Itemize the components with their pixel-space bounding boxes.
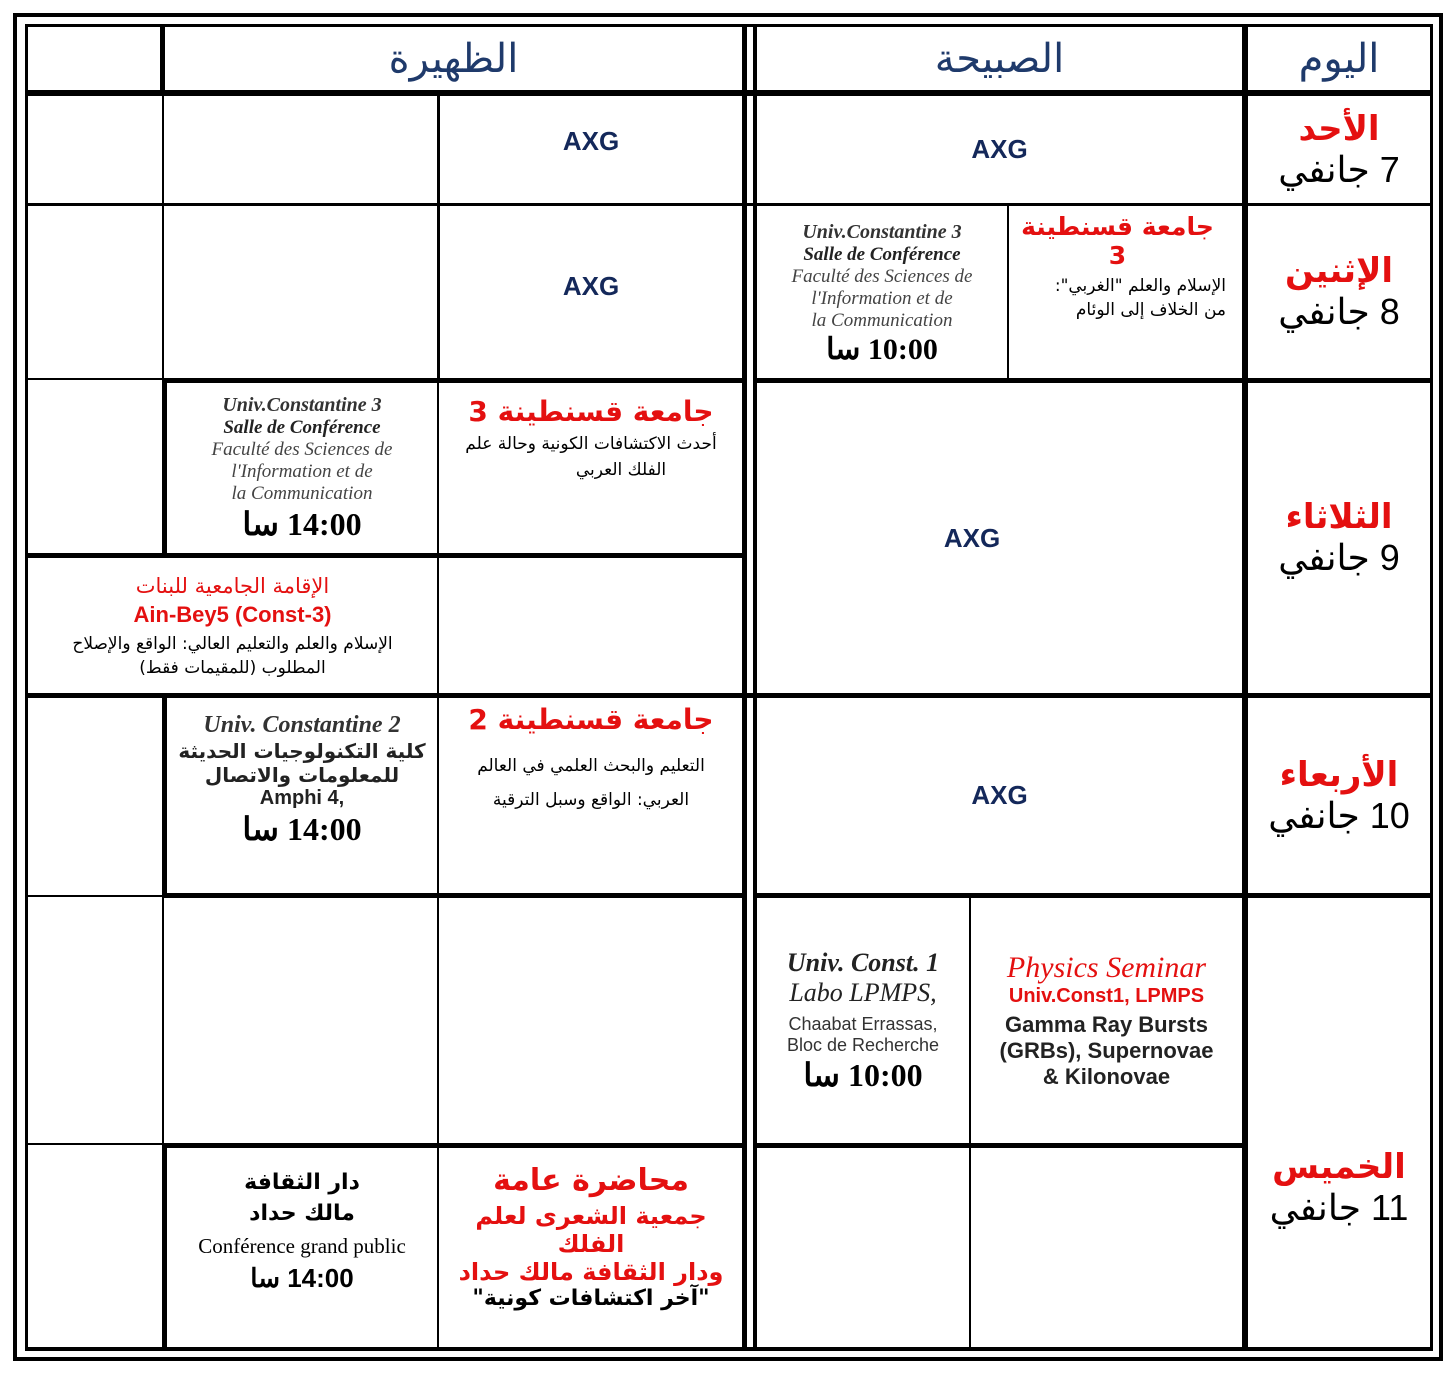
day-date: 9 جانفي — [1278, 537, 1400, 578]
seminar-topic: & Kilonovae — [1042, 1064, 1171, 1089]
divider — [1430, 24, 1433, 1351]
venue-place: دار الثقافة — [244, 1170, 360, 1195]
divider — [162, 893, 745, 898]
venue-faculty: للمعلومات والاتصال — [204, 763, 400, 787]
event-place: Ain-Bey5 (Const-3) — [133, 601, 332, 627]
event-topic: الفلك العربي — [575, 460, 667, 480]
event-time: 10:00 سا — [803, 1056, 923, 1093]
axg-label: AXG — [562, 270, 620, 301]
venue-room: Amphi 4, — [259, 787, 345, 809]
venue-faculty: l'Information et de — [231, 460, 373, 482]
day-date: 11 جانفي — [1269, 1186, 1409, 1228]
venue-room: Salle de Conférence — [223, 416, 381, 438]
day-thursday — [1248, 898, 1430, 1347]
venue-type: Conférence grand public — [198, 1234, 406, 1258]
venue-univ: Univ.Constantine 3 — [222, 393, 382, 416]
event-time: 14:00 سا — [250, 1263, 354, 1293]
thu-afternoon-arabic — [440, 1163, 742, 1338]
wed-afternoon-venue — [167, 712, 437, 882]
mon-morning-arabic — [1009, 212, 1242, 332]
divider — [25, 1143, 162, 1145]
divider — [742, 24, 747, 1349]
event-title: جامعة قسنطينة 3 — [468, 395, 714, 428]
axg-label: AXG — [943, 522, 1001, 553]
venue-lab: Labo LPMPS, — [789, 977, 937, 1007]
event-time: 14:00 سا — [242, 505, 362, 542]
event-topic: "آخر اكتشافات كونية" — [472, 1286, 710, 1311]
venue-address: Chaabat Errassas, — [788, 1013, 938, 1034]
thu-morning-venue — [757, 898, 969, 1143]
header-afternoon — [165, 27, 742, 90]
divider — [437, 380, 439, 1347]
event-topic: من الخلاف إلى الوئام — [1075, 300, 1226, 320]
day-name: الأربعاء — [1279, 754, 1399, 795]
day-tuesday — [1248, 383, 1430, 693]
event-topic: المطلوب (للمقيمات فقط) — [139, 657, 326, 678]
thu-morning-seminar — [971, 898, 1242, 1143]
venue-faculty: la Communication — [811, 310, 953, 331]
axg-label: AXG — [562, 125, 620, 156]
venue-place: مالك حداد — [249, 1201, 355, 1226]
day-monday — [1248, 206, 1430, 378]
venue-faculty: كلية التكنولوجيات الحديثة — [178, 739, 426, 763]
venue-univ: Univ. Constantine 2 — [203, 712, 401, 738]
divider — [162, 96, 164, 378]
tue-afternoon-venue — [167, 383, 437, 553]
axg-label: AXG — [971, 780, 1028, 810]
event-topic: الإسلام والعلم "الغربي": — [1054, 276, 1226, 296]
day-date: 7 جانفي — [1278, 148, 1400, 190]
divider — [25, 378, 162, 380]
divider — [755, 1143, 1245, 1148]
event-topic: العربي: الواقع وسبل الترقية — [492, 790, 690, 810]
venue-faculty: la Communication — [231, 482, 373, 504]
divider — [162, 1143, 745, 1148]
event-title: جامعة قسنطينة 3 — [1021, 212, 1214, 270]
header-morning — [757, 27, 1242, 90]
event-title: محاضرة عامة — [493, 1163, 689, 1198]
event-title: جامعة قسنطينة 2 — [468, 703, 714, 736]
event-organizer: ودار الثقافة مالك حداد — [458, 1258, 724, 1286]
thu-afternoon-venue — [167, 1170, 437, 1330]
wed-morning — [757, 698, 1242, 893]
tue-residence — [28, 558, 437, 693]
axg-label: AXG — [971, 134, 1028, 164]
tue-afternoon-arabic — [440, 395, 742, 515]
divider — [162, 895, 164, 1145]
venue-faculty: Faculté des Sciences de — [791, 266, 973, 287]
mon-morning-venue — [757, 210, 1007, 378]
sun-morning — [757, 96, 1242, 203]
header-day — [1248, 27, 1430, 90]
event-organizer: جمعية الشعرى لعلم الفلك — [475, 1202, 707, 1258]
day-wednesday — [1248, 698, 1430, 893]
event-topic: التعليم والبحث العلمي في العالم — [477, 756, 705, 776]
header-day-label: اليوم — [1298, 35, 1380, 82]
divider — [25, 895, 162, 897]
day-date: 10 جانفي — [1268, 794, 1410, 836]
event-topic: أحدث الاكتشافات الكونية وحالة علم — [465, 434, 717, 454]
venue-address: Bloc de Recherche — [786, 1034, 940, 1055]
day-sunday — [1248, 96, 1430, 203]
header-morning-label: الصبيحة — [934, 35, 1065, 82]
venue-univ: Univ.Constantine 3 — [802, 221, 962, 243]
venue-faculty: Faculté des Sciences de — [211, 438, 393, 460]
sun-afternoon — [440, 96, 742, 186]
event-time: 14:00 سا — [242, 811, 362, 847]
event-time: 10:00 سا — [826, 333, 938, 366]
wed-afternoon-arabic — [440, 703, 742, 853]
mon-afternoon — [440, 206, 742, 366]
day-name: الثلاثاء — [1285, 497, 1393, 537]
venue-univ: Univ. Const. 1 — [786, 947, 940, 977]
seminar-title: Physics Seminar — [1006, 951, 1207, 984]
day-name: الخميس — [1272, 1146, 1406, 1187]
day-name: الأحد — [1298, 108, 1380, 149]
event-title: الإقامة الجامعية للبنات — [135, 573, 330, 598]
venue-room: Salle de Conférence — [803, 244, 961, 265]
event-topic: الإسلام والعلم والتعليم العالي: الواقع والإصلاح — [72, 633, 393, 654]
venue-faculty: l'Information et de — [811, 288, 953, 309]
seminar-topic: Gamma Ray Bursts — [1005, 1012, 1208, 1037]
seminar-topic: (GRBs), Supernovae — [999, 1038, 1214, 1063]
header-afternoon-label: الظهيرة — [388, 35, 519, 82]
day-date: 8 جانفي — [1278, 291, 1400, 332]
divider — [25, 1347, 1433, 1351]
seminar-location: Univ.Const1, LPMPS — [1008, 985, 1205, 1007]
day-name: الإثنين — [1284, 251, 1394, 291]
tue-morning — [757, 383, 1187, 693]
